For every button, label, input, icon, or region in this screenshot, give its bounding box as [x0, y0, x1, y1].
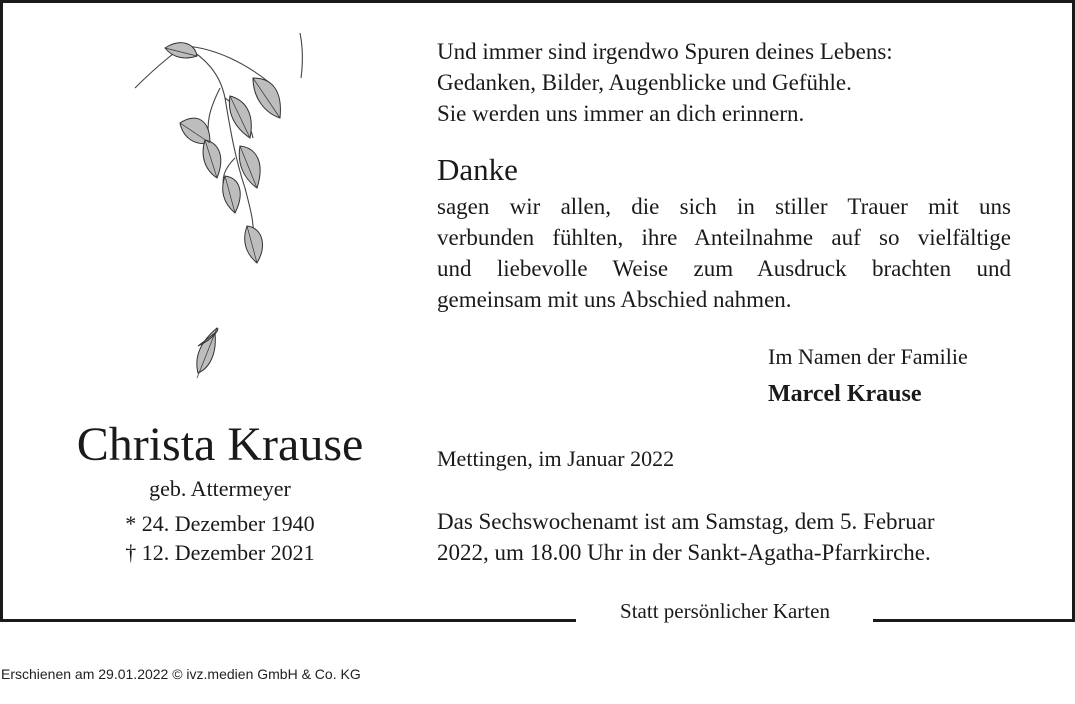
- birth-date: * 24. Dezember 1940: [125, 511, 315, 536]
- poem-line: Sie werden uns immer an dich erinnern.: [437, 101, 805, 126]
- service-line: 2022, um 18.00 Uhr in der Sankt-Agatha-Pfarrkirche.: [437, 540, 931, 565]
- service-announcement: [437, 506, 1037, 568]
- thanks-line: sagen wir allen, die sich in stiller Trauer mit uns: [437, 194, 1011, 219]
- thanks-line: verbunden fühlten, ihre Anteilnahme auf so vielfältige: [437, 225, 1011, 250]
- frame-border-bottom-right: [873, 619, 1075, 622]
- place-and-date: Mettingen, im Januar 2022: [437, 446, 675, 471]
- frame-note: Statt persönlicher Karten: [620, 599, 830, 623]
- deceased-name: Christa Krause: [76, 418, 364, 471]
- life-dates: [20, 509, 420, 567]
- publication-note: Erschienen am 29.01.2022 © ivz.medien GmbH & Co. KG: [1, 666, 361, 682]
- thanks-text: [437, 191, 1011, 315]
- frame-border-bottom-left: [0, 619, 576, 622]
- service-line: Das Sechswochenamt ist am Samstag, dem 5. Februar: [437, 509, 935, 534]
- signature-name: Marcel Krause: [768, 381, 922, 407]
- thanks-line: gemeinsam mit uns Abschied nahmen.: [437, 287, 792, 312]
- poem-line: Und immer sind irgendwo Spuren deines Lebens:: [437, 39, 893, 64]
- thanks-heading: Danke: [437, 152, 518, 187]
- memorial-poem: [437, 36, 1037, 129]
- death-date: † 12. Dezember 2021: [125, 540, 315, 565]
- birch-leaves-illustration-icon: [125, 28, 315, 388]
- frame-border-top: [0, 0, 1075, 3]
- poem-line: Gedanken, Bilder, Augenblicke und Gefühle.: [437, 70, 852, 95]
- frame-border-left: [0, 0, 3, 622]
- signature-label: Im Namen der Familie: [768, 344, 968, 369]
- thanks-line: und liebevolle Weise zum Ausdruck brachten und: [437, 256, 1011, 281]
- deceased-birth-name: geb. Attermeyer: [149, 476, 291, 501]
